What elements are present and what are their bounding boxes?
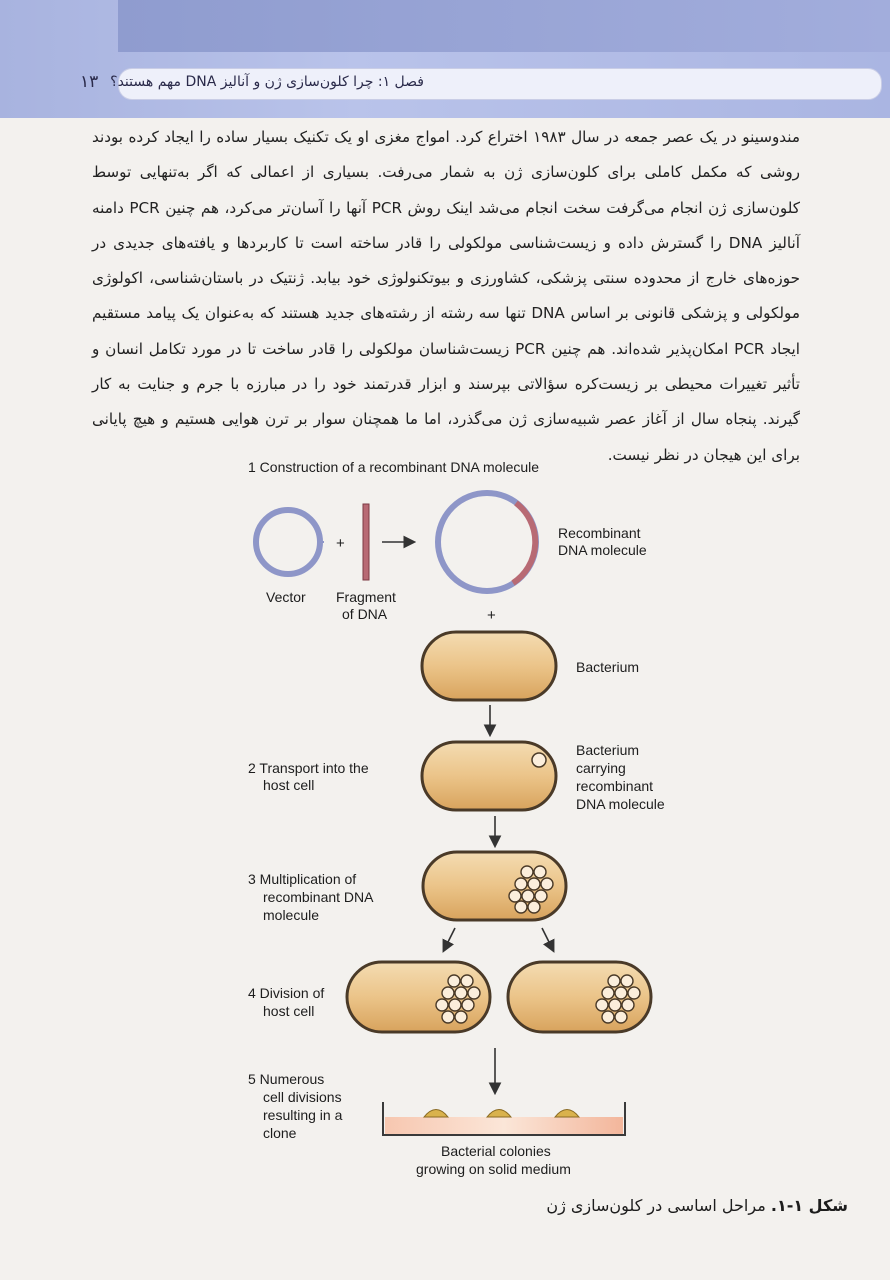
- bacterium-with-plasmid: [422, 742, 556, 810]
- vector-label: Vector: [266, 589, 306, 605]
- step5-label-4: clone: [263, 1125, 297, 1141]
- inserted-fragment: [513, 503, 535, 583]
- bacterium-label: Bacterium: [576, 659, 640, 675]
- fragment-label-2: of DNA: [342, 606, 388, 622]
- carrying-label-1: Bacterium: [576, 742, 640, 758]
- dna-fragment: [363, 504, 369, 580]
- caption-label: شکل ۱-۱.: [770, 1196, 848, 1215]
- step5-label-1: 5 Numerous: [248, 1071, 325, 1087]
- colonies-label-1: Bacterial colonies: [441, 1143, 551, 1159]
- cloning-figure: [0, 440, 890, 1190]
- carrying-label-2: carrying: [576, 760, 626, 776]
- colonies-label-2: growing on solid medium: [416, 1161, 571, 1177]
- fragment-label-1: Fragment: [336, 589, 396, 605]
- vector-plasmid: [256, 510, 320, 574]
- step3-label-3: molecule: [263, 907, 320, 923]
- solid-medium: [385, 1117, 623, 1134]
- step5-label-2: cell divisions: [263, 1089, 342, 1105]
- arrow-split-right: [542, 928, 553, 950]
- plus-sign-2: +: [487, 607, 496, 624]
- chapter-title: فصل ۱: چرا کلون‌سازی ژن و آنالیز DNA مهم هستند؟: [110, 74, 424, 90]
- bacterium: [422, 632, 556, 700]
- caption-text: مراحل اساسی در کلون‌سازی ژن: [546, 1196, 771, 1215]
- step5-label-3: resulting in a: [263, 1107, 343, 1123]
- plus-sign-1: +: [336, 535, 345, 552]
- carrying-label-3: recombinant: [576, 778, 654, 794]
- step2-label-1: 2 Transport into the: [248, 760, 369, 776]
- step4-label-2: host cell: [263, 1003, 315, 1019]
- step2-label-2: host cell: [263, 777, 315, 793]
- header-band-dark: [118, 0, 890, 52]
- step4-label-1: 4 Division of: [248, 985, 325, 1001]
- daughter-cell-left: [347, 962, 490, 1032]
- step3-label-2: recombinant DNA: [263, 889, 374, 905]
- step3-label-1: 3 Multiplication of: [248, 871, 357, 887]
- arrow-split-left: [444, 928, 455, 950]
- carrying-label-4: DNA molecule: [576, 796, 665, 812]
- figure-caption: [546, 1196, 848, 1215]
- recombinant-label-1: Recombinant: [558, 525, 641, 541]
- page-number: ۱۳: [80, 72, 99, 92]
- bacterial-colonies: [424, 1110, 579, 1118]
- step1-label: 1 Construction of a recombinant DNA molecule: [248, 459, 540, 475]
- plasmid-inside-cell: [532, 753, 546, 767]
- recombinant-label-2: DNA molecule: [558, 542, 647, 558]
- body-paragraph: مندوسینو در یک عصر جمعه در سال ۱۹۸۳ اختراع کرد. امواج مغزی او یک تکنیک بسیار ساده را ایجاد کرده بودند روشی که مکمل کاملی برای کلون‌سازی ژن به شمار می‌رفت. بسیاری از اعمالی که اگر به‌تنهایی توسط کلون‌سازی ژن انجام می‌گرفت سخت انجام می‌شد اینک روش PCR آنها را آسان‌تر می‌کرد، هم چنین PCR دامنه آنالیز DNA را گسترش داده و زیست‌شناسی مولکولی را قادر ساخته است تا کاربردها و یافته‌های جدیدی در حوزه‌های خارج از محدوده سنتی پزشکی، کشاورزی و بیوتکنولوژی خود بیابد. ژنتیک در باستان‌شناسی، اکولوژی مولکولی و پزشکی قانونی بر اساس DNA تنها سه رشته از رشته‌های جدید هستند که به‌عنوان یک پیامد مستقیم ایجاد PCR امکان‌پذیر شده‌اند. هم چنین PCR زیست‌شناسان مولکولی را قادر ساخت تا در مورد تکامل انسان و تأثیر تغییرات محیطی بر زیست‌کره سؤالاتی بپرسند و ابزار قدرتمند خود را در مبارزه با جرم و جنایت به کار گیرند. پنجاه سال از آغاز عصر شبیه‌سازی ژن می‌گذرد، اما ما همچنان سوار بر ترن هوایی هستیم و هیچ پایانی برای این هیجان در نظر نیست.: [92, 128, 801, 464]
